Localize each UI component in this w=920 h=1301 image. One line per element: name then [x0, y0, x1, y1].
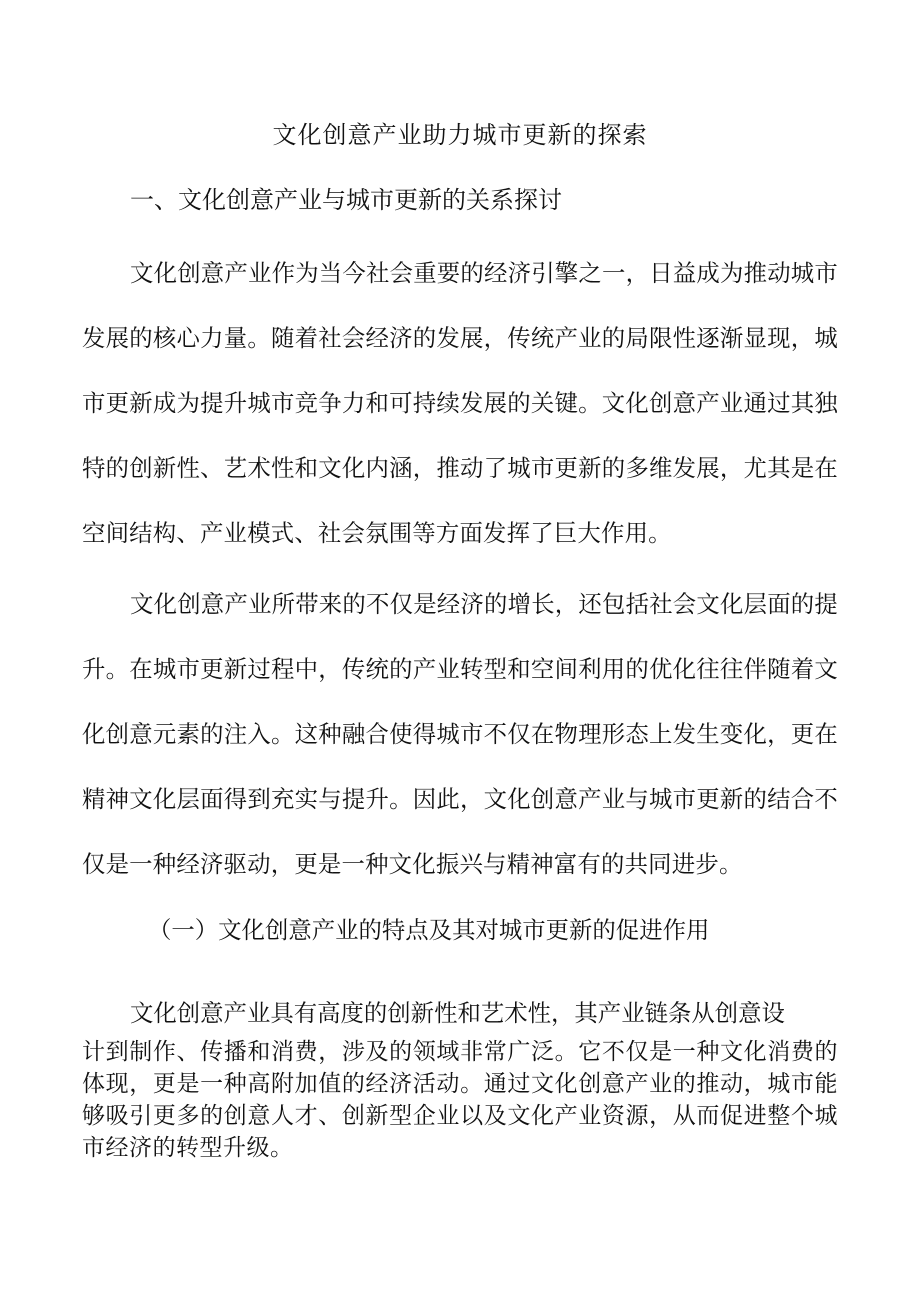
paragraph-3-body: 计到制作、传播和消费，涉及的领域非常广泛。它不仅是一种文化消费的体现，更是一种高附加值的经济活动。通过文化创意产业的推动，城市能够吸引更多的创意人才、创新型企业以及文化产业资源，从而促进整个城市经济的转型升级。: [82, 1039, 838, 1161]
section-heading-1: 一、文化创意产业与城市更新的关系探讨: [130, 186, 562, 214]
document-title: 文化创意产业助力城市更新的探索: [272, 121, 648, 149]
paragraph-1: 文化创意产业作为当今社会重要的经济引擎之一，日益成为推动城市发展的核心力量。随着社会经济的发展，传统产业的局限性逐渐显现，城市更新成为提升城市竞争力和可持续发展的关键。文化创意产业通过其独特的创新性、艺术性和文化内涵，推动了城市更新的多维发展，尤其是在空间结构、产业模式、社会氛围等方面发挥了巨大作用。: [82, 259, 838, 547]
paragraph-3-first-line: 文化创意产业具有高度的创新性和艺术性，其产业链条从创意设: [130, 999, 785, 1027]
subsection-heading-1: （一）文化创意产业的特点及其对城市更新的促进作用: [148, 916, 710, 944]
paragraph-2: 文化创意产业所带来的不仅是经济的增长，还包括社会文化层面的提升。在城市更新过程中，传统的产业转型和空间利用的优化往往伴随着文化创意元素的注入。这种融合使得城市不仅在物理形态上发生变化，更在精神文化层面得到充实与提升。因此，文化创意产业与城市更新的结合不仅是一种经济驱动，更是一种文化振兴与精神富有的共同进步。: [82, 590, 838, 878]
